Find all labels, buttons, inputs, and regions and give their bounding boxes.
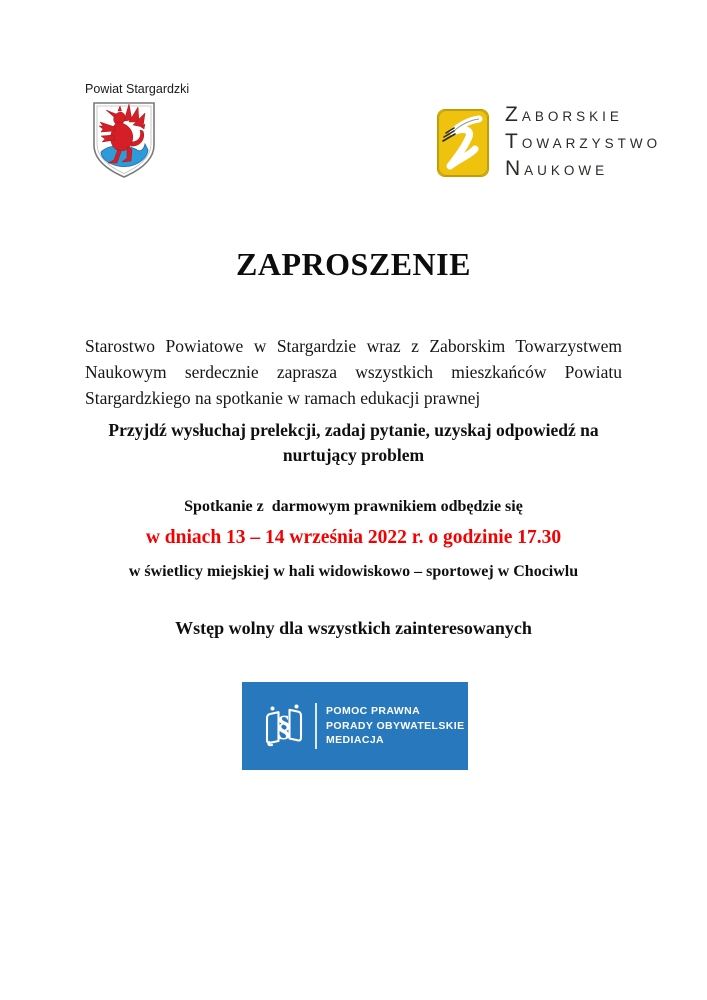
- invite-paragraph: [85, 418, 622, 468]
- meeting-date-line: w dniach 13 – 14 września 2022 r. o godzinie 17.30: [145, 527, 562, 548]
- meeting-venue-line: w świetlicy miejskiej w hali widowiskowo – sportowej w Chociwlu: [128, 563, 579, 580]
- legal-aid-logo-text: [326, 704, 464, 748]
- logo-text-line: MEDIACJA: [326, 734, 385, 747]
- logo-separator: [315, 703, 317, 749]
- ztn-line-1: ZABORSKIE: [505, 103, 623, 126]
- invite-line: nurtujący problem: [282, 445, 425, 465]
- svg-text:§: §: [276, 710, 292, 743]
- logo-text-line: POMOC PRAWNA: [326, 705, 421, 718]
- intro-line: Starostwo Powiatowe w Stargardzie wraz z Zaborskim Towarzystwem: [85, 336, 622, 356]
- intro-line: Naukowym serdecznie zaprasza wszystkich mieszkańców Powiatu: [85, 362, 622, 382]
- ztn-line-3: NAUKOWE: [505, 157, 609, 180]
- coat-of-arms-icon: [91, 100, 157, 180]
- logo-text-line: PORADY OBYWATELSKIE: [326, 719, 465, 732]
- intro-line: Stargardzkiego na spotkanie w ramach edukacji prawnej: [85, 388, 481, 408]
- ztn-logo: [437, 104, 661, 182]
- ztn-z-swirl-icon: [437, 109, 489, 177]
- intro-paragraph: [85, 333, 622, 411]
- page-title: ZAPROSZENIE: [236, 246, 471, 282]
- ztn-logo-text: [505, 104, 661, 182]
- ztn-line-2: TOWARZYSTWO: [505, 130, 662, 153]
- powiat-label: Powiat Stargardzki: [85, 82, 190, 96]
- legal-aid-logo-banner: [242, 682, 468, 770]
- admission-line: Wstęp wolny dla wszystkich zainteresowanych: [175, 618, 532, 638]
- open-book-paragraph-icon: [260, 701, 308, 751]
- invite-line: Przyjdź wysłuchaj prelekcji, zadaj pytanie, uzyskaj odpowiedź na: [108, 420, 599, 440]
- meeting-line: Spotkanie z darmowym prawnikiem odbędzie się: [184, 498, 523, 515]
